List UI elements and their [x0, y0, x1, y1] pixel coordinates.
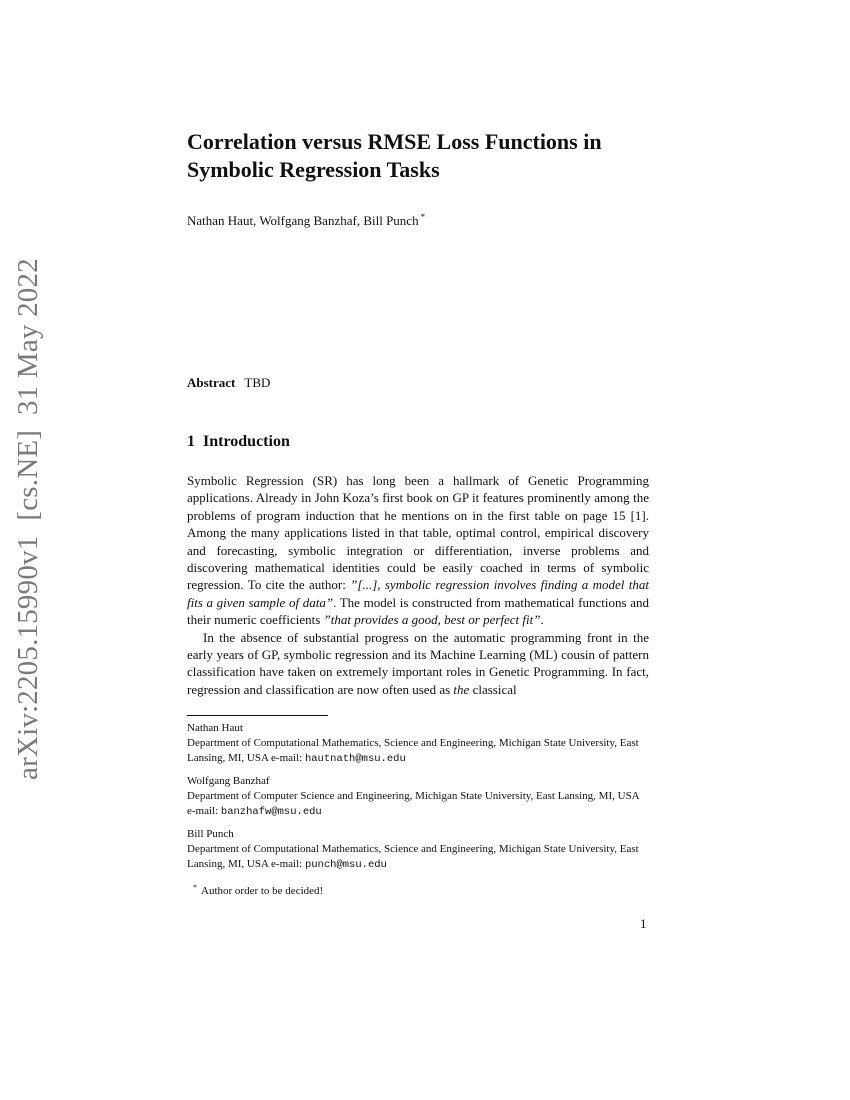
affiliation-dept [187, 789, 649, 820]
paragraph-1-text-b: . The model is constructed from mathematical functions and their numeric coefficients [187, 594, 649, 628]
paper-title [187, 128, 657, 184]
affiliation-dept [187, 842, 649, 873]
section-heading-introduction [187, 431, 657, 453]
affiliation-author-1 [187, 721, 649, 767]
section-number: 1 [187, 433, 195, 450]
koza-quote-1: ”[...], symbolic regression involves finding a model that fits a given sample of data” [187, 577, 649, 610]
affiliation-author-3 [187, 827, 649, 873]
paragraph-2 [187, 629, 649, 699]
email-link[interactable]: banzhafw@msu.edu [220, 806, 322, 818]
author-order-note: Author order to be decided! [201, 885, 324, 897]
section-title: Introduction [203, 433, 290, 450]
author-order-footnote [187, 880, 649, 899]
abstract [187, 374, 657, 392]
affiliation-dept-text: Department of Computational Mathematics, Science and Engineering, Michigan State University, East Lansing, MI, USA e-mail: [187, 737, 639, 764]
affiliation-name: Bill Punch [187, 828, 234, 840]
affiliation-name: Nathan Haut [187, 722, 243, 734]
paragraph-1-text-c: . [540, 612, 544, 628]
footnote-star-marker: * [193, 883, 197, 892]
email-link[interactable]: hautnath@msu.edu [304, 753, 406, 765]
paragraph-2-text-b: classical [469, 681, 517, 697]
title-line-1: Correlation versus RMSE Loss Functions in [187, 129, 602, 154]
paragraph-2-text-a: In the absence of substantial progress on the automatic programming front in the early years of GP, symbolic regression and its Machine Learning (ML) cousin of pattern classification have taken on extremely important roles in Genetic Programming. In fact, regression and classification are now often used as [187, 629, 649, 697]
author-affiliations [187, 721, 649, 899]
author-footnote-marker: * [420, 212, 426, 222]
title-line-2: Symbolic Regression Tasks [187, 157, 440, 182]
paragraph-2-emphasis: the [453, 681, 470, 697]
author-list [187, 208, 657, 230]
footnote-rule [187, 715, 328, 716]
affiliation-author-2 [187, 774, 649, 820]
paragraph-1-text-a: Symbolic Regression (SR) has long been a hallmark of Genetic Programming applications. Already in John Koza’s first book on GP it features prominently among the problems of program induction that he mentions on in the first table on page 15 [1]. Among the many applications listed in that table, optimal control, empirical discovery and forecasting, symbolic integration or differentiation, inverse problems and discovering mathematical identities could be easily coached in terms of symbolic regression. To cite the author: [187, 473, 649, 593]
affiliation-dept [187, 736, 649, 767]
introduction-body [187, 472, 649, 698]
abstract-label: Abstract [187, 375, 236, 390]
page-number: 1 [640, 916, 647, 931]
author-names: Nathan Haut, Wolfgang Banzhaf, Bill Punch [187, 213, 419, 228]
paragraph-1 [187, 472, 649, 629]
affiliation-name: Wolfgang Banzhaf [187, 775, 270, 787]
affiliation-dept-text: Department of Computer Science and Engineering, Michigan State University, East Lansing, MI, USA e-mail: [187, 790, 640, 817]
koza-quote-2: ”that provides a good, best or perfect fit” [323, 612, 541, 628]
abstract-text: TBD [244, 375, 271, 390]
arxiv-identifier-stamp: arXiv:2205.15990v1 [cs.NE] 31 May 2022 [12, 258, 44, 780]
email-link[interactable]: punch@msu.edu [304, 859, 387, 871]
affiliation-dept-text: Department of Computational Mathematics, Science and Engineering, Michigan State University, East Lansing, MI, USA e-mail: [187, 843, 639, 870]
